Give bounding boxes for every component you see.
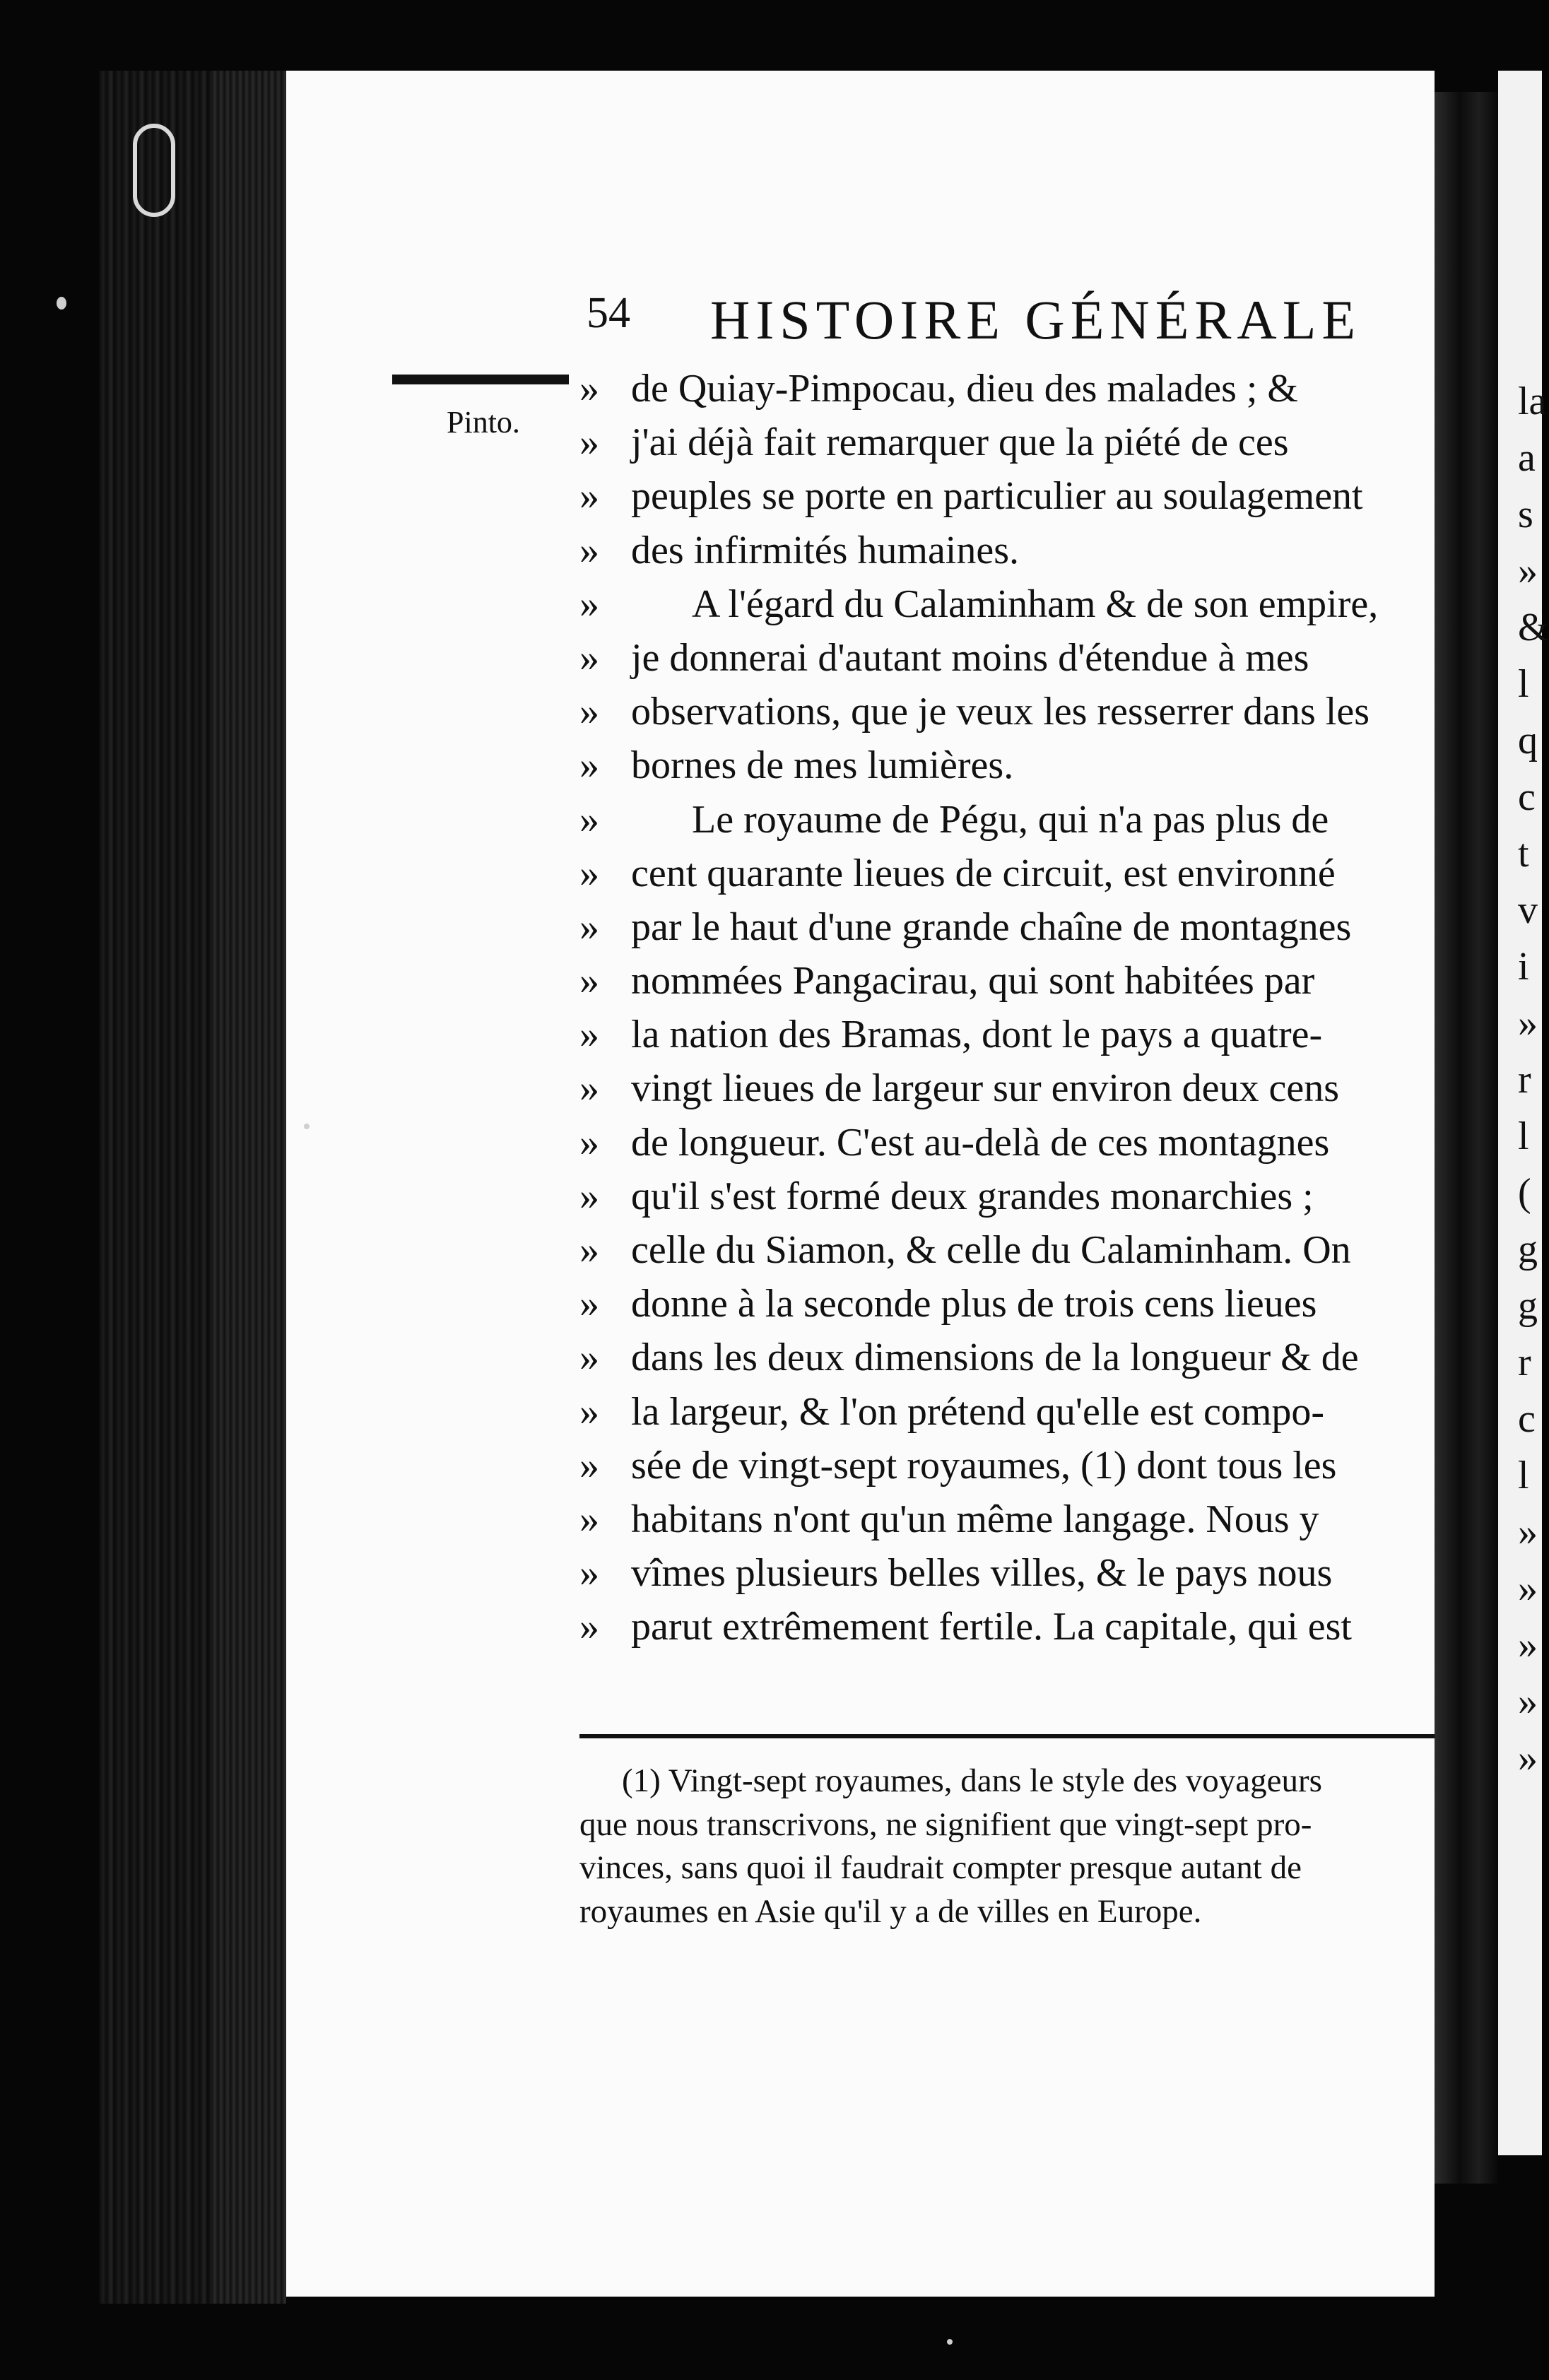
footnote-text: vinces, sans quoi il faudrait compter presque autant de bbox=[579, 1849, 1302, 1886]
text-line bbox=[579, 1170, 1435, 1223]
quote-mark: » bbox=[579, 474, 599, 519]
footnote bbox=[579, 1760, 1435, 1933]
text-line bbox=[579, 1546, 1435, 1600]
line-text: je donnerai d'autant moins d'étendue à mes bbox=[631, 635, 1309, 680]
line-text: dans les deux dimensions de la longueur & de bbox=[631, 1336, 1359, 1380]
quote-mark: » bbox=[579, 1228, 599, 1272]
quote-mark: » bbox=[579, 1174, 599, 1218]
line-text: la largeur, & l'on prétend qu'elle est compo- bbox=[631, 1389, 1325, 1434]
facing-page-fragment: s bbox=[1518, 493, 1533, 536]
line-text: cent quarante lieues de circuit, est environné bbox=[631, 851, 1336, 895]
facing-page-fragment: l bbox=[1518, 1454, 1529, 1497]
scan-speck bbox=[947, 2339, 953, 2345]
page-number: 54 bbox=[587, 289, 630, 337]
line-text: bornes de mes lumières. bbox=[631, 743, 1014, 788]
binding-clip bbox=[133, 124, 175, 217]
text-line bbox=[579, 469, 1435, 523]
text-line bbox=[579, 1277, 1435, 1331]
scan-speck bbox=[304, 1124, 310, 1129]
text-line bbox=[579, 1439, 1435, 1492]
footnote-text: royaumes en Asie qu'il y a de villes en Europe. bbox=[579, 1892, 1202, 1930]
footnote-line bbox=[579, 1760, 1435, 1803]
facing-page-fragment: » bbox=[1518, 1001, 1538, 1045]
text-line bbox=[579, 1385, 1435, 1439]
text-line bbox=[579, 1223, 1435, 1277]
facing-page-fragment: » bbox=[1518, 549, 1538, 593]
quote-mark: » bbox=[579, 420, 599, 465]
line-text: peuples se porte en particulier au soulagement bbox=[631, 474, 1363, 519]
quote-mark: » bbox=[579, 851, 599, 895]
text-line bbox=[579, 524, 1435, 577]
line-text: des infirmités humaines. bbox=[631, 528, 1020, 572]
facing-page-fragment: » bbox=[1518, 1623, 1538, 1667]
scan-speck bbox=[57, 297, 66, 310]
text-line bbox=[579, 900, 1435, 954]
margin-note: Pinto. bbox=[447, 405, 520, 440]
text-line bbox=[579, 1600, 1435, 1654]
text-line bbox=[579, 416, 1435, 469]
text-line bbox=[579, 1008, 1435, 1061]
text-line bbox=[579, 1061, 1435, 1115]
quote-mark: » bbox=[579, 1497, 599, 1541]
facing-page-fragment: a bbox=[1518, 436, 1536, 480]
line-text: observations, que je veux les resserrer dans les bbox=[631, 690, 1370, 734]
quote-mark: » bbox=[579, 1389, 599, 1434]
facing-page-fragment: c bbox=[1518, 1397, 1536, 1441]
facing-page-fragment: & bbox=[1518, 606, 1549, 649]
facing-page-fragment: ( bbox=[1518, 1171, 1531, 1215]
facing-page-fragment: i bbox=[1518, 945, 1529, 989]
quote-mark: » bbox=[579, 367, 599, 411]
facing-page-fragment: q bbox=[1518, 719, 1538, 762]
quote-mark: » bbox=[579, 635, 599, 680]
quote-mark: » bbox=[579, 743, 599, 788]
text-line bbox=[579, 847, 1435, 900]
gutter-shadow bbox=[1435, 92, 1498, 2184]
quote-mark: » bbox=[579, 797, 599, 842]
facing-page-fragment: r bbox=[1518, 1341, 1531, 1384]
body-text bbox=[579, 362, 1435, 1654]
line-text: j'ai déjà fait remarquer que la piété de ces bbox=[631, 420, 1289, 465]
facing-page-fragment: c bbox=[1518, 775, 1536, 819]
text-line bbox=[579, 631, 1435, 685]
line-text: habitans n'ont qu'un même langage. Nous y bbox=[631, 1497, 1319, 1541]
facing-page-fragment: r bbox=[1518, 1058, 1531, 1102]
footnote-text: (1) Vingt-sept royaumes, dans le style des voyageurs bbox=[622, 1762, 1322, 1799]
line-text: qu'il s'est formé deux grandes monarchies ; bbox=[631, 1174, 1314, 1218]
footnote-line bbox=[579, 1890, 1435, 1934]
line-text: A l'égard du Calaminham & de son empire, bbox=[692, 582, 1379, 626]
quote-mark: » bbox=[579, 1336, 599, 1380]
text-line bbox=[579, 362, 1435, 416]
facing-page-fragment: g bbox=[1518, 1284, 1538, 1328]
footnote-rule bbox=[579, 1734, 1435, 1738]
quote-mark: » bbox=[579, 1605, 599, 1649]
facing-page-fragment: l bbox=[1518, 662, 1529, 706]
footnote-line bbox=[579, 1846, 1435, 1890]
facing-page-fragment: » bbox=[1518, 1736, 1538, 1780]
text-line bbox=[579, 738, 1435, 792]
footnote-text: que nous transcrivons, ne signifient que vingt-sept pro- bbox=[579, 1805, 1312, 1843]
line-text: par le haut d'une grande chaîne de montagnes bbox=[631, 905, 1352, 949]
quote-mark: » bbox=[579, 1282, 599, 1326]
facing-page-fragment: » bbox=[1518, 1510, 1538, 1554]
facing-page-fragment: g bbox=[1518, 1227, 1538, 1271]
line-text: Le royaume de Pégu, qui n'a pas plus de bbox=[692, 797, 1329, 842]
line-text: parut extrêmement fertile. La capitale, qui est bbox=[631, 1605, 1352, 1649]
margin-rule bbox=[392, 375, 569, 384]
quote-mark: » bbox=[579, 1551, 599, 1596]
line-text: de Quiay-Pimpocau, dieu des malades ; & bbox=[631, 367, 1298, 411]
line-text: la nation des Bramas, dont le pays a quatre- bbox=[631, 1013, 1323, 1057]
line-text: vîmes plusieurs belles villes, & le pays nous bbox=[631, 1551, 1333, 1596]
text-line bbox=[579, 577, 1435, 631]
footnote-line bbox=[579, 1803, 1435, 1847]
line-text: nommées Pangacirau, qui sont habitées par bbox=[631, 959, 1315, 1003]
quote-mark: » bbox=[579, 905, 599, 949]
quote-mark: » bbox=[579, 1066, 599, 1111]
facing-page-fragment: » bbox=[1518, 1567, 1538, 1610]
line-text: sée de vingt-sept royaumes, (1) dont tous les bbox=[631, 1443, 1337, 1488]
quote-mark: » bbox=[579, 582, 599, 626]
facing-page-fragment: » bbox=[1518, 1680, 1538, 1724]
running-title: HISTOIRE GÉNÉRALE bbox=[710, 289, 1361, 350]
text-line bbox=[579, 1492, 1435, 1546]
page-stack-edge bbox=[212, 71, 286, 2304]
quote-mark: » bbox=[579, 690, 599, 734]
text-line bbox=[579, 1331, 1435, 1384]
line-text: donne à la seconde plus de trois cens lieues bbox=[631, 1282, 1317, 1326]
facing-page-fragment: v bbox=[1518, 888, 1538, 932]
facing-page-fragment: l bbox=[1518, 1114, 1529, 1158]
page-header bbox=[587, 288, 1435, 352]
text-line bbox=[579, 793, 1435, 847]
quote-mark: » bbox=[579, 959, 599, 1003]
quote-mark: » bbox=[579, 1443, 599, 1488]
text-line bbox=[579, 954, 1435, 1008]
facing-page-fragment: la bbox=[1518, 379, 1547, 423]
quote-mark: » bbox=[579, 1013, 599, 1057]
text-line bbox=[579, 1116, 1435, 1170]
quote-mark: » bbox=[579, 1120, 599, 1165]
facing-page-fragment: t bbox=[1518, 832, 1529, 876]
line-text: de longueur. C'est au-delà de ces montagnes bbox=[631, 1120, 1330, 1165]
text-line bbox=[579, 685, 1435, 738]
line-text: celle du Siamon, & celle du Calaminham. On bbox=[631, 1228, 1351, 1272]
quote-mark: » bbox=[579, 528, 599, 572]
line-text: vingt lieues de largeur sur environ deux cens bbox=[631, 1066, 1340, 1111]
